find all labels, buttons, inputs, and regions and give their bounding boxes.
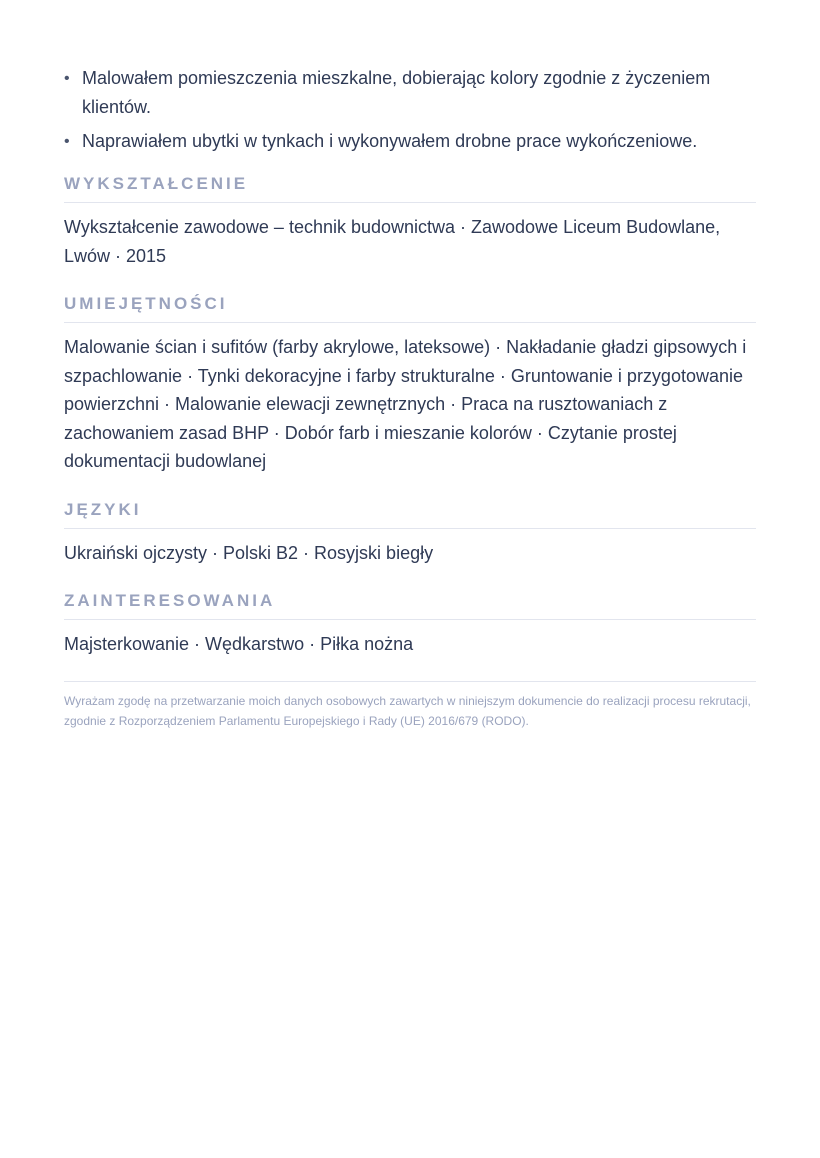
education-text: Wykształcenie zawodowe – technik budownictwa · Zawodowe Liceum Budowlane, Lwów · 2015 bbox=[64, 217, 721, 266]
experience-bullet-list bbox=[64, 64, 756, 156]
languages-text: Ukraiński ojczysty · Polski B2 · Rosyjski biegły bbox=[64, 542, 434, 563]
skills-text: Malowanie ścian i sufitów (farby akrylowe, lateksowe) · Nakładanie gładzi gipsowych i szpachlowanie · Tynki dekoracyjne i farby strukturalne · Gruntowanie i przygotowanie powierzchni · Malowanie elewacji zewnętrznych · Praca na rusztowaniach z zachowaniem zasad BHP · Dobór farb i mieszanie kolorów · Czytanie prostej dokumentacji budowlanej bbox=[64, 337, 747, 471]
education-heading: WYKSZTAŁCENIE bbox=[64, 174, 756, 203]
languages-heading: JĘZYKI bbox=[64, 500, 756, 529]
gdpr-consent-clause: Wyrażam zgodę na przetwarzanie moich danych osobowych zawartych w niniejszym dokumencie do realizacji procesu rekrutacji, zgodnie z Rozporządzeniem Parlamentu Europejskiego i Rady (UE) 2016/679 (RODO). bbox=[64, 681, 756, 731]
bullet-icon: • bbox=[64, 70, 70, 87]
interests-heading: ZAINTERESOWANIA bbox=[64, 591, 756, 620]
experience-bullet-text: Malowałem pomieszczenia mieszkalne, dobierając kolory zgodnie z życzeniem klientów. bbox=[82, 68, 711, 117]
languages-section bbox=[64, 500, 756, 568]
experience-bullet bbox=[64, 127, 756, 156]
skills-heading: UMIEJĘTNOŚCI bbox=[64, 294, 756, 323]
skills-section bbox=[64, 294, 756, 476]
education-section bbox=[64, 174, 756, 270]
bullet-icon: • bbox=[64, 133, 70, 150]
interests-text: Majsterkowanie · Wędkarstwo · Piłka nożna bbox=[64, 634, 414, 654]
resume-page bbox=[64, 0, 756, 731]
experience-bullet bbox=[64, 64, 756, 122]
experience-bullet-text: Naprawiałem ubytki w tynkach i wykonywałem drobne prace wykończeniowe. bbox=[82, 131, 698, 151]
interests-section bbox=[64, 591, 756, 659]
